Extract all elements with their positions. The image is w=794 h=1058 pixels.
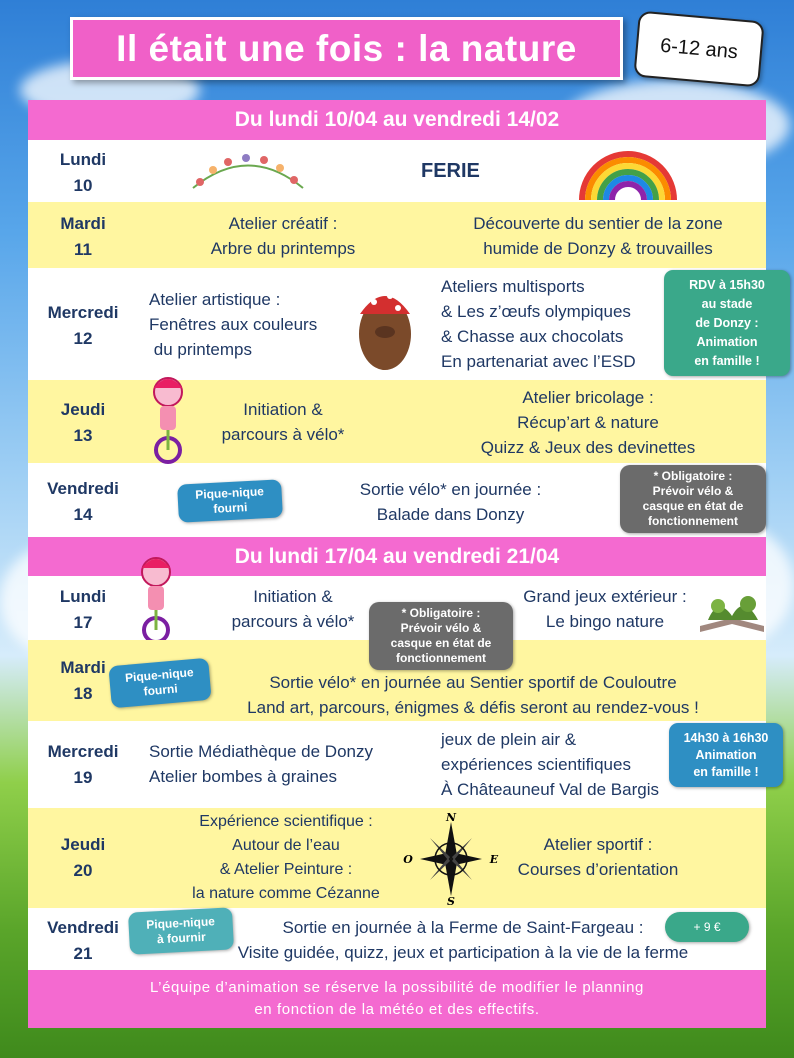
day-label: Mardi 11 bbox=[60, 214, 106, 259]
activity-full: Sortie en journée à la Ferme de Saint-Fargeau : Visite guidée, quizz, jeux et participation à la vie de la ferme bbox=[237, 918, 689, 962]
compass-n-label: N bbox=[445, 812, 457, 824]
flower-garland-icon bbox=[188, 148, 308, 198]
activity-left: Atelier créatif : Arbre du printemps bbox=[210, 214, 356, 258]
compass-e-label: E bbox=[489, 853, 499, 866]
mandatory-note: * Obligatoire : Prévoir vélo & casque en état de fonctionnement bbox=[620, 465, 766, 533]
compass-s-label: S bbox=[447, 895, 455, 906]
activity-right: Grand jeux extérieur : Le bingo nature bbox=[523, 587, 687, 631]
footer-note: L’équipe d’animation se réserve la possibilité de modifier le planning en fonction de la météo et des effectifs. bbox=[28, 970, 766, 1028]
day-label: Vendredi 21 bbox=[47, 918, 119, 963]
day-label: Lundi 17 bbox=[59, 587, 107, 632]
activity-left: Atelier artistique : Fenêtres aux couleurs du printemps bbox=[149, 290, 318, 359]
rainbow-icon bbox=[576, 150, 680, 200]
picnic-badge: Pique-nique à fournir bbox=[128, 907, 234, 954]
activity-right: Atelier sportif : Courses d’orientation bbox=[517, 835, 679, 879]
week2-heading: Du lundi 17/04 au vendredi 21/04 bbox=[28, 537, 766, 578]
row-mercredi-19 bbox=[28, 723, 769, 808]
day-label: Mardi 18 bbox=[60, 658, 106, 703]
chocolate-egg-icon bbox=[354, 274, 416, 374]
row-mardi-11 bbox=[28, 202, 766, 270]
day-label: Jeudi 13 bbox=[60, 400, 106, 445]
picnic-badge: Pique-nique fourni bbox=[177, 479, 283, 522]
age-badge: 6-12 ans bbox=[633, 11, 764, 88]
cyclist-kid-icon bbox=[128, 550, 184, 646]
row-mercredi-12 bbox=[28, 270, 766, 380]
compass-o-label: O bbox=[403, 853, 413, 866]
activity-right: Ateliers multisports & Les z’œufs olympiques & Chasse aux chocolats En partenariat avec l’ESD bbox=[441, 277, 636, 371]
activity-left: Expérience scientifique : Autour de l’eau & Atelier Peinture : la nature comme Cézanne bbox=[192, 813, 380, 902]
activity-left: Sortie Médiathèque de Donzy Atelier bombes à graines bbox=[149, 742, 373, 786]
day-label: Vendredi 14 bbox=[47, 479, 119, 524]
compass-rose-icon bbox=[400, 812, 502, 906]
activity-mid: Sortie vélo* en journée : Balade dans Donzy bbox=[359, 480, 542, 524]
row-jeudi-20 bbox=[28, 808, 766, 910]
mandatory-note: * Obligatoire : Prévoir vélo & casque en état de fonctionnement bbox=[369, 602, 513, 670]
family-badge: 14h30 à 16h30 Animation en famille ! bbox=[669, 723, 783, 787]
day-label: Mercredi 19 bbox=[47, 742, 119, 787]
activity-right: Découverte du sentier de la zone humide de Donzy & trouvailles bbox=[473, 214, 723, 258]
row-vendredi-21 bbox=[28, 910, 766, 970]
row-lundi-17 bbox=[28, 578, 766, 665]
activity-left: Initiation & parcours à vélo* bbox=[231, 587, 355, 631]
row-jeudi-13 bbox=[28, 380, 766, 465]
cyclist-kid-icon bbox=[140, 370, 196, 466]
price-badge: + 9 € bbox=[665, 912, 749, 942]
row-vendredi-14 bbox=[28, 465, 766, 537]
activity-right: Atelier bricolage : Récup’art & nature Quizz & Jeux des devinettes bbox=[480, 388, 696, 457]
row-lundi-10 bbox=[28, 142, 766, 202]
day-label: Mercredi 12 bbox=[47, 303, 119, 348]
rdv-badge: RDV à 15h30 au stade de Donzy : Animation en famille ! bbox=[664, 270, 790, 376]
page-title: Il était une fois : la nature bbox=[70, 17, 623, 80]
day-label: Jeudi 20 bbox=[60, 835, 106, 880]
ferie-label: FERIE bbox=[421, 160, 480, 182]
activity-full: Sortie vélo* en journée au Sentier sportif de Couloutre Land art, parcours, énigmes & défis seront au rendez-vous ! bbox=[247, 673, 699, 717]
week1-heading: Du lundi 10/04 au vendredi 14/02 bbox=[28, 100, 766, 142]
activity-left: Initiation & parcours à vélo* bbox=[221, 400, 345, 444]
day-label: Lundi 10 bbox=[59, 150, 107, 195]
activity-right: jeux de plein air & expériences scientifiques À Châteauneuf Val de Bargis bbox=[441, 730, 659, 799]
nature-book-icon bbox=[698, 590, 766, 636]
picnic-badge: Pique-nique fourni bbox=[108, 658, 211, 709]
